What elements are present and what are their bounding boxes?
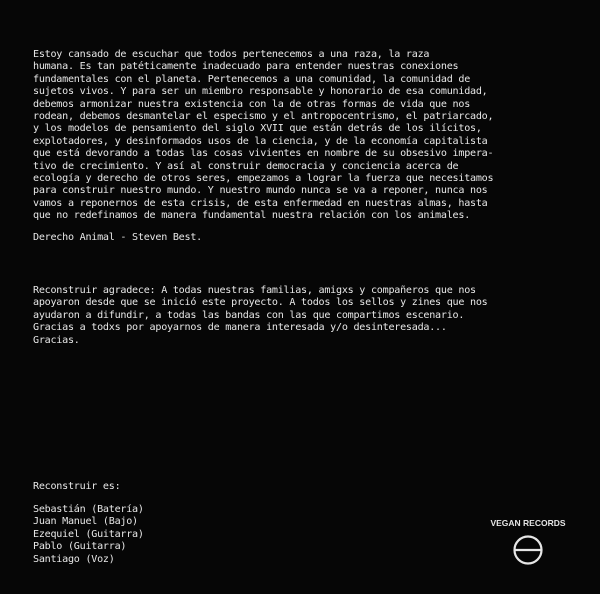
thanks-line: Gracias. [33, 334, 80, 346]
quote-line: que está devorando a todas las cosas vivientes en nombre de su obsesivo impera- [33, 148, 494, 160]
member-item: Juan Manuel (Bajo) [33, 516, 138, 528]
thanks-line: Gracias a todxs por apoyarnos de manera interesada y/o desinteresada... [33, 322, 447, 334]
quote-line: explotadores, y desinformados usos de la ciencia, y de la economía capitalista [33, 135, 488, 147]
quote-line: rodean, debemos desmantelar el especismo y el antropocentrismo, el patriarcado, [33, 111, 494, 123]
attribution-text: Derecho Animal - Steven Best. [33, 232, 202, 243]
vegan-records-logo [488, 518, 588, 578]
thanks-line: ayudaron a difundir, a todas las bandas con las que compartimos escenario. [33, 309, 465, 321]
quote-line: humana. Es tan patéticamente inadecuado para entender nuestras conexiones [33, 61, 459, 73]
thanks-line: apoyaron desde que se inició este proyecto. A todos los sellos y zines que nos [33, 297, 488, 309]
quote-line: para construir nuestro mundo. Y nuestro mundo nunca se va a reponer, nunca nos [33, 185, 488, 197]
quote-line: debemos armonizar nuestra existencia con la de otras formas de vida que nos [33, 98, 471, 110]
lineup-heading [33, 481, 568, 493]
member-item: Santiago (Voz) [33, 553, 115, 565]
quote-line: sujetos vivos. Y para ser un miembro responsable y honorario de esa comunidad, [33, 86, 488, 98]
thanks-line: Reconstruir agradece: A todas nuestras familias, amigxs y compañeros que nos [33, 285, 476, 296]
quote-line: vamos a reponernos de esta crisis, de esta enfermedad en nuestras almas, hasta [33, 197, 488, 209]
quote-line: ecología y derecho de otros seres, empezamos a lograr la fuerza que necesitamos [33, 173, 494, 185]
lineup-title-text: Reconstruir es: [33, 481, 121, 492]
quote-line: fundamentales con el planeta. Pertenecemos a una comunidad, la comunidad de [33, 73, 471, 85]
member-item: Ezequiel (Guitarra) [33, 528, 144, 540]
quote-line: Estoy cansado de escuchar que todos pertenecemos a una raza, la raza [33, 49, 430, 60]
quote-line: y los modelos de pensamiento del siglo XVII que están detrás de los ilícitos, [33, 123, 482, 135]
member-item: Sebastián (Batería) [33, 504, 144, 515]
quote-line: que no redefinamos de manera fundamental nuestra relación con los animales. [33, 210, 471, 222]
quote-line: tivo de crecimiento. Y así al construir democracia y conciencia acerca de [33, 160, 459, 172]
quote-attribution [33, 232, 568, 244]
thanks-paragraph [33, 285, 568, 347]
label-name: VEGAN RECORDS [490, 518, 566, 528]
member-item: Pablo (Guitarra) [33, 541, 127, 553]
vegan-records-logo-icon [512, 534, 544, 566]
quote-paragraph [33, 49, 568, 223]
